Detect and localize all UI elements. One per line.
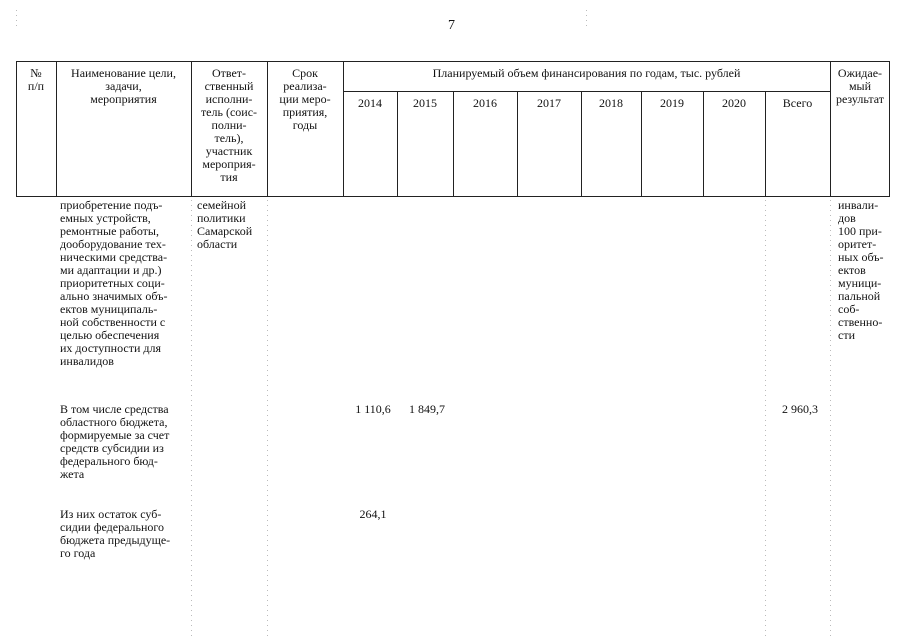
header-year-2018: 2018 [599, 96, 623, 110]
header-term: Срок реализа- ции меро- приятия, годы [279, 66, 331, 132]
header-year-2020: 2020 [722, 96, 746, 110]
row3-value-2014: 264,1 [359, 507, 387, 521]
header-year-2014: 2014 [358, 96, 382, 110]
header-year-2016: 2016 [473, 96, 497, 110]
row2-name: В том числе средства областного бюджета, формируемые за счет средств субсидии из федерального бюд- жета [60, 402, 170, 481]
row1-executor: семейной политики Самарской области [197, 198, 253, 251]
header-executor: Ответ- ственный исполни- тель (соис- полни- тель), участник мероприя- тия [200, 66, 258, 184]
row3-name: Из них остаток суб- сидии федерального бюджета предыдуще- го года [60, 507, 171, 560]
row1-result: инвали- дов 100 при- оритет- ных объ- ектов муници- пальной соб- ственно- сти [838, 198, 884, 342]
header-name: Наименование цели, задачи, мероприятия [71, 66, 176, 106]
header-financing: Планируемый объем финансирования по годам, тыс. рублей [432, 66, 741, 80]
header-total: Всего [782, 96, 813, 110]
row2-value-2015: 1 849,7 [409, 402, 445, 416]
header-year-2019: 2019 [660, 96, 684, 110]
header-year-2015: 2015 [413, 96, 437, 110]
page-number: 7 [448, 18, 455, 33]
row2-total: 2 960,3 [782, 402, 818, 416]
row2-value-2014: 1 110,6 [355, 402, 391, 416]
header-year-2017: 2017 [537, 96, 561, 110]
row1-name: приобретение подъ- емных устройств, ремонтные работы, дооборудование тех- ническими средства- ми адаптации и др.) приоритетных соци- ально значимых объ- ектов муниципаль- ной собственности с целью обеспечения их доступности для инвалидов [60, 198, 168, 368]
header-num: № п/п [27, 66, 45, 93]
header-result: Ожидае- мый результат [835, 66, 885, 106]
